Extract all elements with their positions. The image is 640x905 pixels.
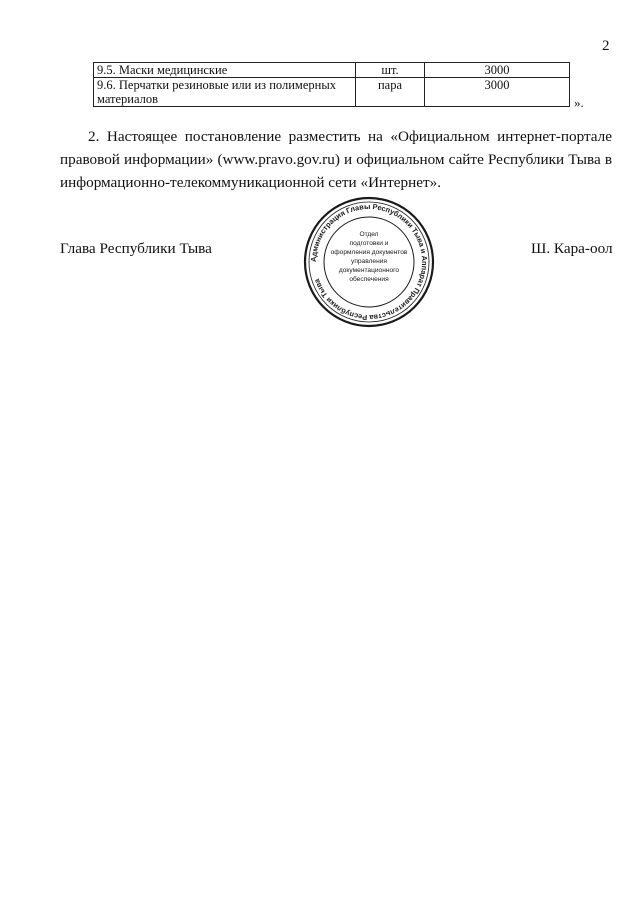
official-seal-icon	[302, 195, 436, 329]
item-qty: 3000	[425, 63, 570, 78]
seal-ring-text: Администрация Главы Республики Тыва и Аппарат Правительства Республики Тыва	[308, 201, 430, 323]
item-unit: шт.	[356, 63, 425, 78]
seal-line: управления	[351, 258, 387, 265]
seal-line: подготовки и	[349, 240, 389, 247]
seal-line: оформления документов	[330, 249, 408, 256]
item-name: 9.6. Перчатки резиновые или из полимерных материалов	[94, 78, 356, 107]
table-row	[94, 63, 570, 78]
publication-paragraph: 2. Настоящее постановление разместить на «Официальном интернет-портале правовой информации» (www.pravo.gov.ru) и официальном сайте Республики Тыва в информационно-телекоммуникационной сети «Интернет».	[60, 128, 612, 191]
item-unit: пара	[356, 78, 425, 107]
seal-line: документационного	[338, 267, 400, 274]
page-number: 2	[602, 38, 610, 54]
item-qty: 3000	[425, 78, 570, 107]
table-row	[94, 78, 570, 107]
seal-line: Отдел	[359, 231, 379, 238]
signatory-title: Глава Республики Тыва	[60, 240, 212, 257]
item-name: 9.5. Маски медицинские	[94, 63, 356, 78]
items-table	[93, 62, 570, 107]
signatory-name: Ш. Кара-оол	[531, 240, 613, 257]
seal-line: обеспечения	[349, 276, 389, 283]
closing-quote: ».	[574, 95, 584, 110]
